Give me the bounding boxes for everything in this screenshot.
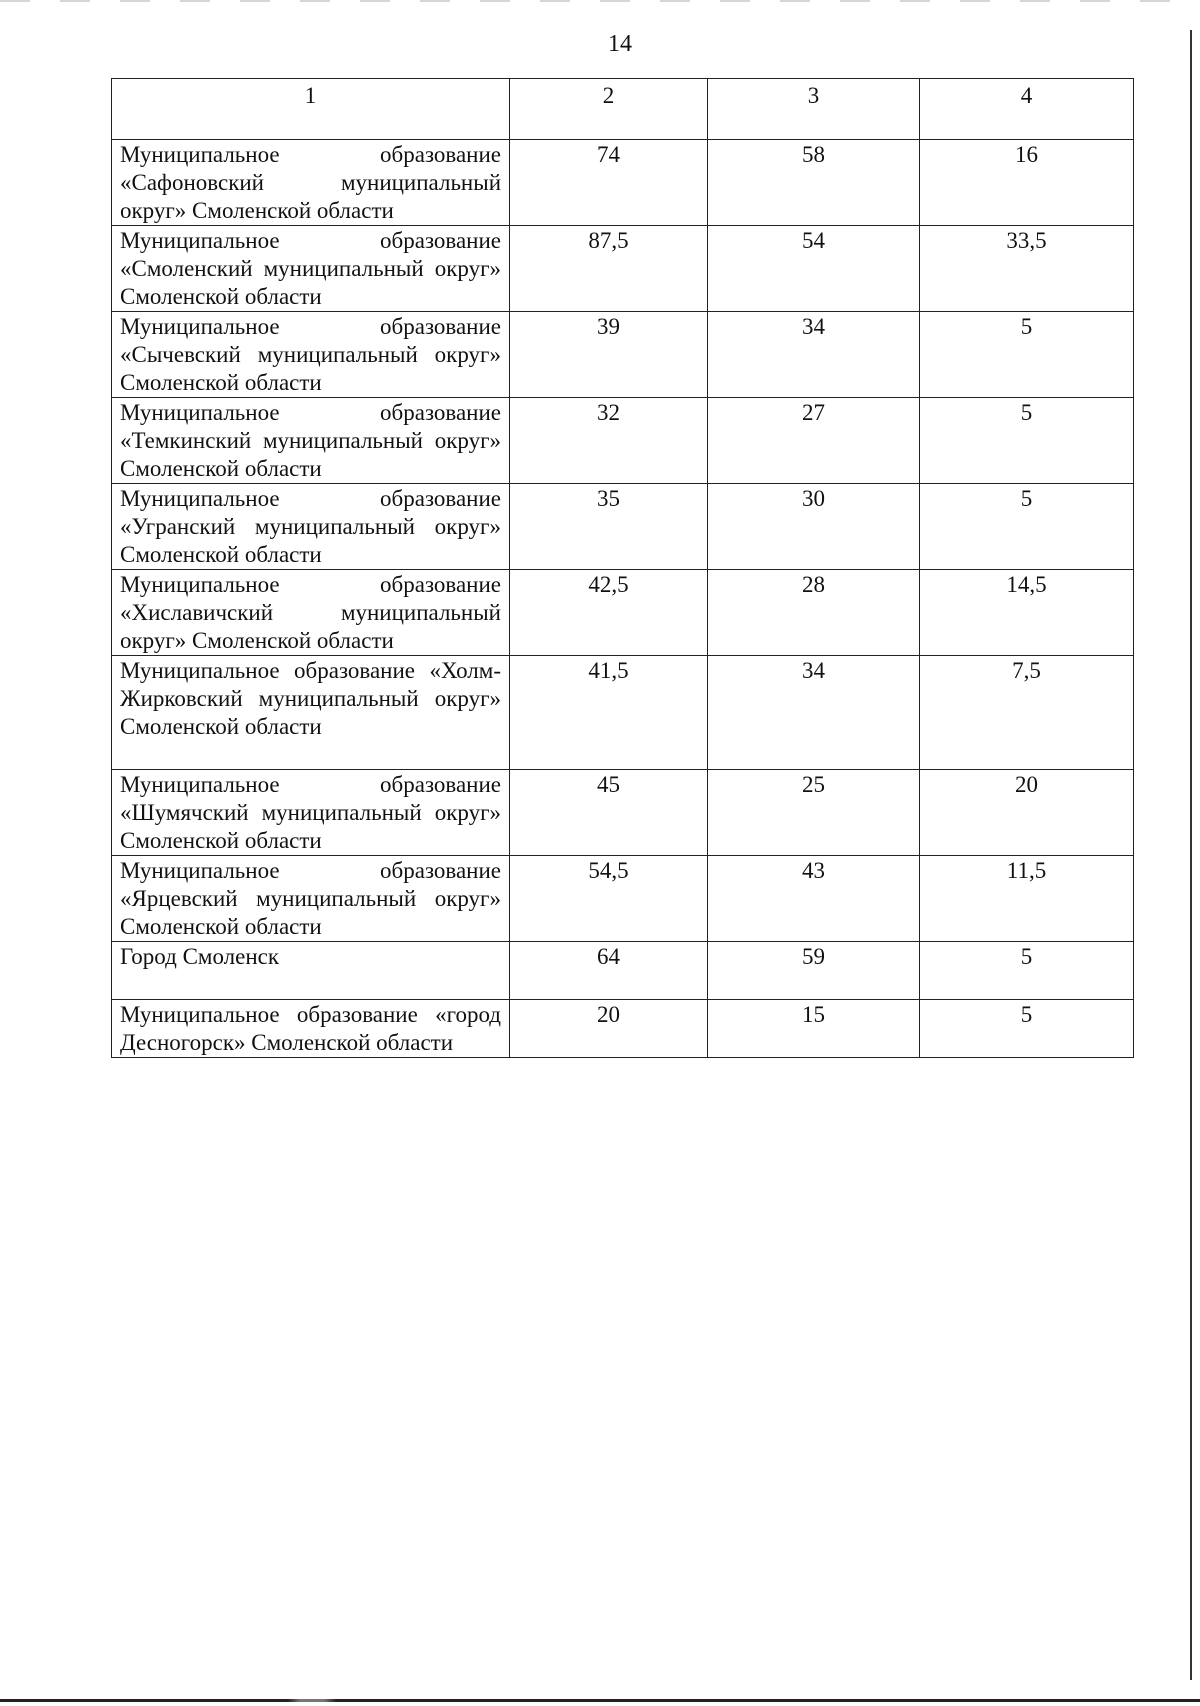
table-row <box>112 226 1134 312</box>
row-value-col2: 41,5 <box>510 656 708 770</box>
row-value-col2: 20 <box>510 1000 708 1058</box>
table-row <box>112 312 1134 398</box>
page-number: 14 <box>608 31 632 57</box>
row-value-col3: 27 <box>708 398 920 484</box>
row-value-col3: 54 <box>708 226 920 312</box>
row-value-col2: 42,5 <box>510 570 708 656</box>
scan-edge-bottom <box>0 1699 1200 1702</box>
scan-edge-top <box>0 0 1200 2</box>
row-name-cell: Муниципальное образование «Шумячский муниципальный округ» Смоленской области <box>112 770 510 856</box>
row-name-cell: Муниципальное образование «Смоленский муниципальный округ» Смоленской области <box>112 226 510 312</box>
row-value-col4: 14,5 <box>920 570 1134 656</box>
row-value-col2: 74 <box>510 140 708 226</box>
table-header-row <box>112 79 1134 140</box>
row-value-col4: 5 <box>920 312 1134 398</box>
row-value-col3: 59 <box>708 942 920 1000</box>
row-name-cell: Город Смоленск <box>112 942 510 1000</box>
row-value-col4: 33,5 <box>920 226 1134 312</box>
header-cell-3: 3 <box>708 79 920 140</box>
row-value-col2: 32 <box>510 398 708 484</box>
row-name-cell: Муниципальное образование «Ярцевский муниципальный округ» Смоленской области <box>112 856 510 942</box>
data-table <box>111 78 1134 1058</box>
scan-edge-right <box>1190 30 1192 1680</box>
row-value-col4: 11,5 <box>920 856 1134 942</box>
table-row <box>112 856 1134 942</box>
row-value-col4: 20 <box>920 770 1134 856</box>
row-value-col3: 15 <box>708 1000 920 1058</box>
table-row <box>112 942 1134 1000</box>
header-cell-2: 2 <box>510 79 708 140</box>
row-name-cell: Муниципальное образование «Хиславичский муниципальный округ» Смоленской области <box>112 570 510 656</box>
row-value-col3: 34 <box>708 312 920 398</box>
table-row <box>112 398 1134 484</box>
table-row <box>112 140 1134 226</box>
row-value-col3: 43 <box>708 856 920 942</box>
row-value-col3: 30 <box>708 484 920 570</box>
row-value-col4: 5 <box>920 942 1134 1000</box>
row-value-col2: 64 <box>510 942 708 1000</box>
header-cell-1: 1 <box>112 79 510 140</box>
header-cell-4: 4 <box>920 79 1134 140</box>
row-name-cell: Муниципальное образование «Сычевский муниципальный округ» Смоленской области <box>112 312 510 398</box>
row-value-col2: 35 <box>510 484 708 570</box>
row-value-col3: 58 <box>708 140 920 226</box>
row-value-col2: 54,5 <box>510 856 708 942</box>
row-value-col4: 5 <box>920 484 1134 570</box>
row-name-cell: Муниципальное образование «Холм-Жирковский муниципальный округ» Смоленской области <box>112 656 510 770</box>
row-name-cell: Муниципальное образование «Угранский муниципальный округ» Смоленской области <box>112 484 510 570</box>
row-name-cell: Муниципальное образование «Темкинский муниципальный округ» Смоленской области <box>112 398 510 484</box>
row-value-col4: 5 <box>920 398 1134 484</box>
row-value-col2: 45 <box>510 770 708 856</box>
row-value-col4: 7,5 <box>920 656 1134 770</box>
table-row <box>112 570 1134 656</box>
table-row <box>112 1000 1134 1058</box>
row-value-col2: 39 <box>510 312 708 398</box>
row-name-cell: Муниципальное образование «город Десногорск» Смоленской области <box>112 1000 510 1058</box>
row-value-col2: 87,5 <box>510 226 708 312</box>
row-value-col4: 16 <box>920 140 1134 226</box>
row-name-cell: Муниципальное образование «Сафоновский муниципальный округ» Смоленской области <box>112 140 510 226</box>
table-row <box>112 770 1134 856</box>
row-value-col3: 34 <box>708 656 920 770</box>
row-value-col3: 28 <box>708 570 920 656</box>
row-value-col3: 25 <box>708 770 920 856</box>
table-row <box>112 484 1134 570</box>
table-row <box>112 656 1134 770</box>
row-value-col4: 5 <box>920 1000 1134 1058</box>
